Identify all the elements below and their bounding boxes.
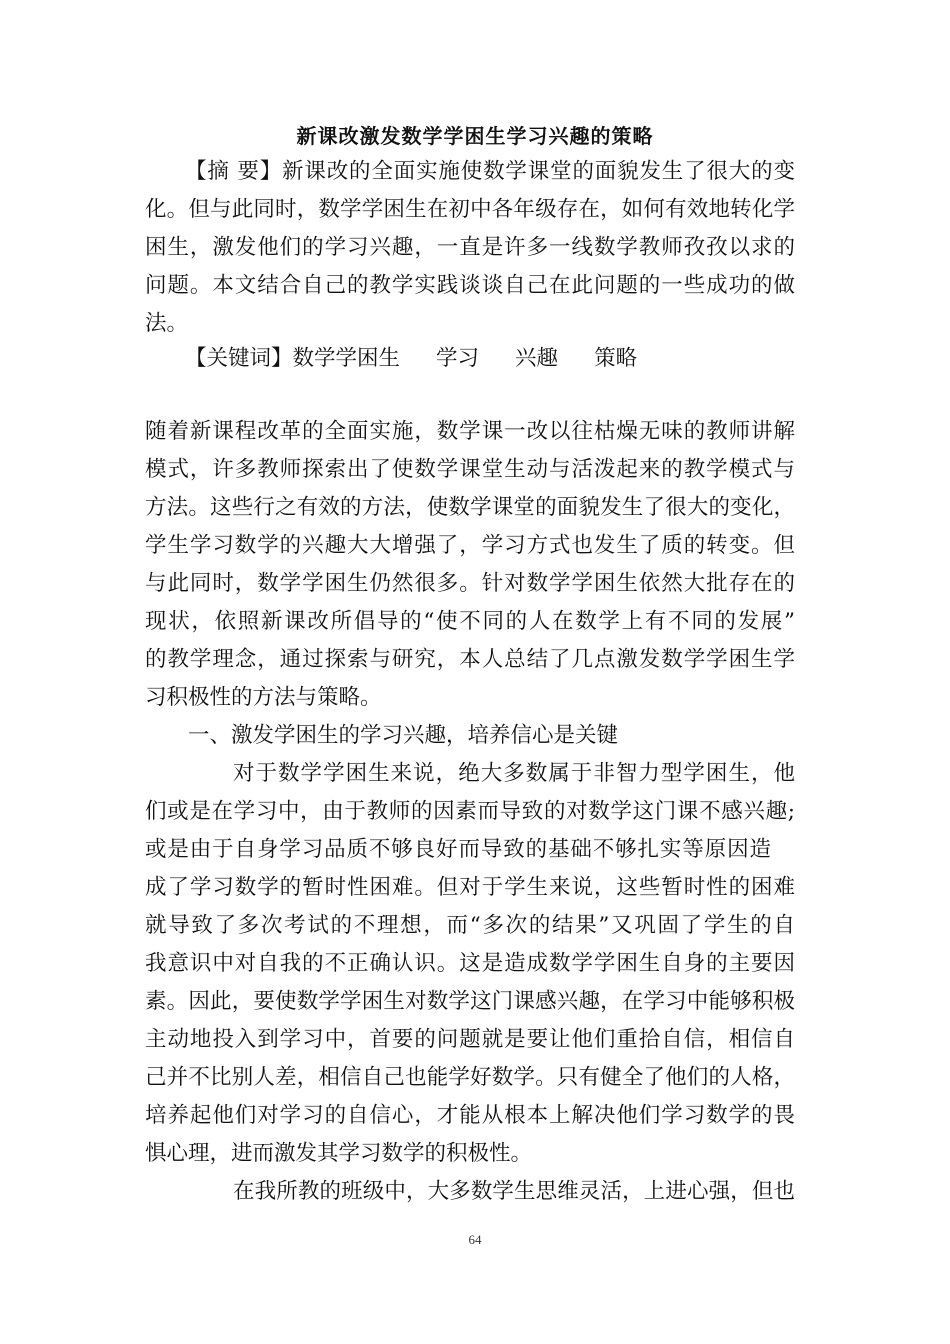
keyword: 数学学困生 [292,346,401,371]
body-line: 就导致了多次考试的不理想，而“多次的结果”又巩固了学生的自 [145,913,795,938]
document-title: 新课改激发数学学困生学习兴趣的策略 [296,124,654,148]
body-line: 的教学理念，通过探索与研究，本人总结了几点激发数学学困生学 [145,647,795,672]
body-line: 己并不比别人差，相信自己也能学好数学。只有健全了他们的人格， [145,1065,795,1090]
abstract-line: 困生，激发他们的学习兴趣，一直是许多一线数学教师孜孜以求的 [145,235,795,260]
keyword: 策略 [594,346,638,371]
body-line: 成了学习数学的暂时性困难。但对于学生来说，这些暂时性的困难 [145,875,795,900]
body-line: 方法。这些行之有效的方法，使数学课堂的面貌发生了很大的变化， [145,495,795,520]
keywords-label: 【关键词】 [185,346,293,371]
body-line: 主动地投入到学习中，首要的问题就是要让他们重拾自信，相信自 [145,1027,795,1052]
keyword: 学习 [436,346,480,371]
body-line: 素。因此，要使数学学困生对数学这门课感兴趣，在学习中能够积极 [145,989,795,1014]
keyword: 兴趣 [515,346,559,371]
section-heading: 一、激发学困生的学习兴趣，培养信心是关键 [188,723,619,748]
body-line: 对于数学学困生来说，绝大多数属于非智力型学困生，他 [233,761,795,786]
page-number: 64 [468,1232,482,1247]
body-line: 惧心理，进而激发其学习数学的积极性。 [145,1141,533,1166]
abstract-line: 【摘 要】新课改的全面实施使数学课堂的面貌发生了很大的变 [185,159,795,184]
body-line: 与此同时，数学学困生仍然很多。针对数学学困生依然大批存在的 [145,571,795,596]
body-line: 我意识中对自我的不正确认识。这是造成数学学困生自身的主要因 [145,951,795,976]
body-line: 在我所教的班级中，大多数学生思维灵活，上进心强，但也 [233,1179,795,1204]
body-line: 或是由于自身学习品质不够良好而导致的基础不够扎实等原因造 [145,837,771,862]
body-line: 习积极性的方法与策略。 [145,685,382,710]
abstract-line: 化。但与此同时，数学学困生在初中各年级存在，如何有效地转化学 [145,197,795,222]
body-line: 随着新课程改革的全面实施，数学课一改以往枯燥无味的教师讲解 [145,419,795,444]
body-line: 模式，许多教师探索出了使数学课堂生动与活泼起来的教学模式与 [145,457,795,482]
abstract-line: 问题。本文结合自己的教学实践谈谈自己在此问题的一些成功的做 [145,273,795,298]
body-line: 们或是在学习中，由于教师的因素而导致的对数学这门课不感兴趣; [145,799,795,824]
abstract-line: 法。 [145,311,189,336]
body-line: 培养起他们对学习的自信心，才能从根本上解决他们学习数学的畏 [145,1103,795,1128]
keywords [185,340,637,378]
body-line: 现状，依照新课改所倡导的“使不同的人在数学上有不同的发展” [145,609,795,634]
body-line: 学生学习数学的兴趣大大增强了，学习方式也发生了质的转变。但 [145,533,795,558]
